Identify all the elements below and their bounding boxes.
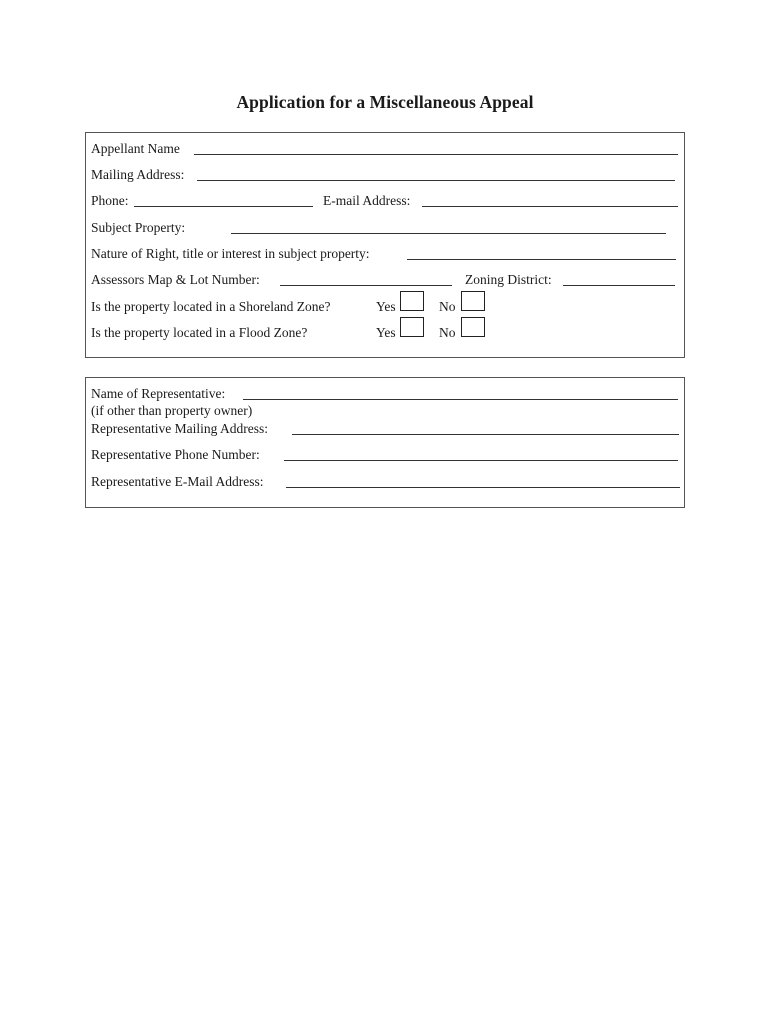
mailing-address-label: Mailing Address: <box>91 167 185 182</box>
zoning-district-label: Zoning District: <box>465 272 552 287</box>
representative-name-label: Name of Representative: <box>91 386 226 401</box>
assessors-map-field[interactable] <box>280 272 452 286</box>
representative-section <box>85 377 685 508</box>
flood-yes-checkbox[interactable] <box>400 317 424 337</box>
representative-phone-field[interactable] <box>284 447 678 461</box>
representative-email-field[interactable] <box>286 474 680 488</box>
shoreland-no-checkbox[interactable] <box>461 291 485 311</box>
zoning-district-field[interactable] <box>563 272 675 286</box>
shoreland-question: Is the property located in a Shoreland Zone? <box>91 299 331 314</box>
email-field[interactable] <box>422 193 678 207</box>
subject-property-field[interactable] <box>231 220 666 234</box>
appellant-name-field[interactable] <box>194 141 678 155</box>
appellant-name-label: Appellant Name <box>91 141 180 156</box>
phone-label: Phone: <box>91 193 129 208</box>
shoreland-yes-checkbox[interactable] <box>400 291 424 311</box>
representative-mailing-label: Representative Mailing Address: <box>91 421 268 436</box>
subject-property-label: Subject Property: <box>91 220 186 235</box>
assessors-map-label: Assessors Map & Lot Number: <box>91 272 260 287</box>
nature-of-right-label: Nature of Right, title or interest in subject property: <box>91 246 370 261</box>
representative-name-field[interactable] <box>243 386 678 400</box>
representative-note: (if other than property owner) <box>91 403 253 418</box>
property-info-section <box>85 132 685 358</box>
representative-mailing-field[interactable] <box>292 421 679 435</box>
shoreland-no-label: No <box>439 299 456 314</box>
representative-phone-label: Representative Phone Number: <box>91 447 260 462</box>
flood-yes-label: Yes <box>376 325 396 340</box>
flood-no-label: No <box>439 325 456 340</box>
phone-field[interactable] <box>134 193 313 207</box>
flood-no-checkbox[interactable] <box>461 317 485 337</box>
mailing-address-field[interactable] <box>197 167 675 181</box>
shoreland-yes-label: Yes <box>376 299 396 314</box>
flood-question: Is the property located in a Flood Zone? <box>91 325 308 340</box>
nature-of-right-field[interactable] <box>407 246 676 260</box>
email-label: E-mail Address: <box>323 193 411 208</box>
representative-email-label: Representative E-Mail Address: <box>91 474 264 489</box>
page-title: Application for a Miscellaneous Appeal <box>236 92 534 112</box>
